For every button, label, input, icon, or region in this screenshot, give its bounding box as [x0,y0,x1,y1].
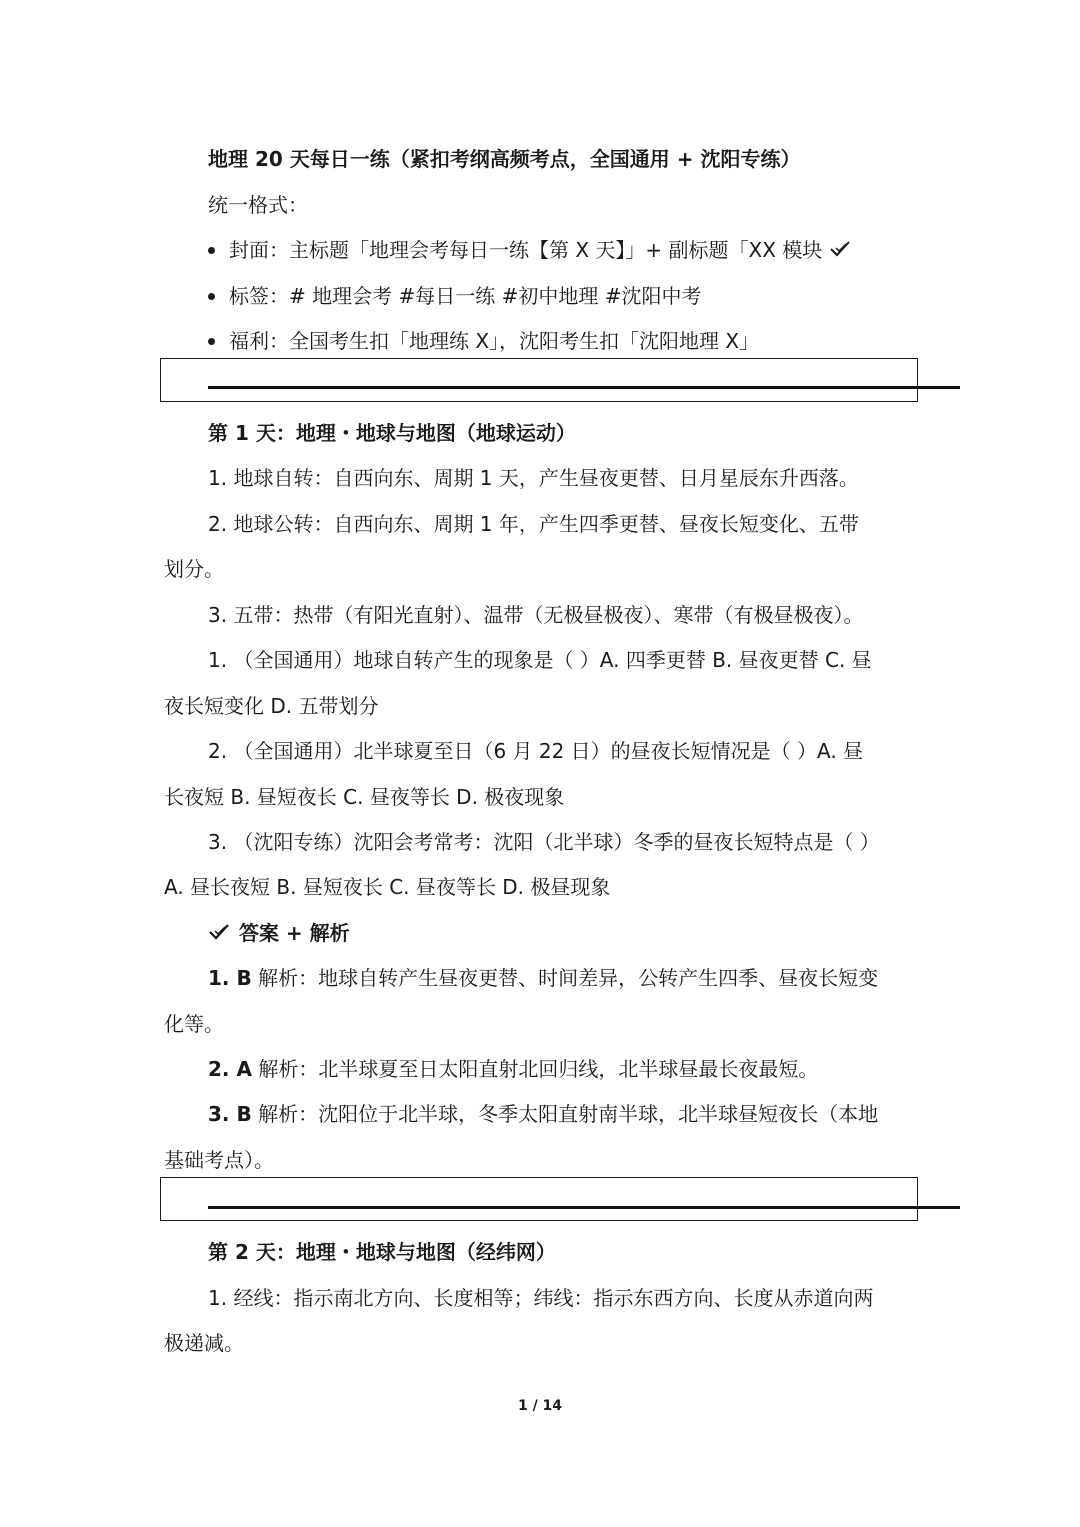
document-title: 地理 20 天每日一练（紧扣考纲高频考点，全国通用 + 沈阳专练） [208,147,801,171]
answer-key: 3. B [208,1102,252,1126]
day1-point: 3. 五带：热带（有阳光直射）、温带（无极昼极夜）、寒带（有极昼极夜）。 [208,603,864,627]
answer-text: 基础考点）。 [164,1148,274,1172]
day1-question: 长夜短 B. 昼短夜长 C. 昼夜等长 D. 极夜现象 [164,785,565,809]
answer-text: 解析：沈阳位于北半球，冬季太阳直射南半球，北半球昼短夜长（本地 [251,1102,879,1126]
bullet-cover [208,235,928,267]
divider-rule [208,1206,960,1209]
answer-line [164,1145,884,1175]
day1-heading: 第 1 天：地理・地球与地图（地球运动） [208,421,576,445]
day1-question: 2. （全国通用）北半球夏至日（6 月 22 日）的昼夜长短情况是（ ）A. 昼 [208,739,864,763]
day2-heading: 第 2 天：地理・地球与地图（经纬网） [208,1240,556,1264]
day1-question: 夜长短变化 D. 五带划分 [164,694,379,718]
day1-point: 1. 地球自转：自西向东、周期 1 天，产生昼夜更替、日月星辰东升西落。 [208,466,859,490]
bullet-text: 封面：主标题「地理会考每日一练【第 X 天】」+ 副标题「XX 模块 [229,238,823,262]
bullet-bonus [208,326,928,356]
page-number: 1 / 14 [517,1398,563,1414]
bullet-dot [208,338,215,345]
day2-point: 1. 经线：指示南北方向、长度相等；纬线：指示东西方向、长度从赤道向两 [208,1286,874,1310]
bullet-tags [208,281,928,311]
divider-box [160,1177,918,1221]
day1-question: A. 昼长夜短 B. 昼短夜长 C. 昼夜等长 D. 极昼现象 [164,875,611,899]
bullet-text: 标签：# 地理会考 #每日一练 #初中地理 #沈阳中考 [229,284,702,308]
bullet-dot [208,293,215,300]
check-icon [829,237,851,267]
answer-text: 解析：北半球夏至日太阳直射北回归线，北半球昼最长夜最短。 [251,1057,819,1081]
answer-text: 解析：地球自转产生昼夜更替、时间差异，公转产生四季、昼夜长短变 [251,966,879,990]
answer-line [208,1054,928,1084]
check-icon [208,920,232,950]
bullet-text: 福利：全国考生扣「地理练 X」，沈阳考生扣「沈阳地理 X」 [229,329,760,353]
answer-heading-text: 答案 + 解析 [238,921,350,945]
day1-point: 划分。 [164,557,224,581]
format-label: 统一格式： [208,193,308,217]
answer-heading [208,918,928,950]
answer-key: 1. B [208,966,252,990]
answer-key: 2. A [208,1057,252,1081]
day2-point: 极递减。 [164,1331,244,1355]
day1-point: 2. 地球公转：自西向东、周期 1 年，产生四季更替、昼夜长短变化、五带 [208,512,859,536]
day1-question: 1. （全国通用）地球自转产生的现象是（ ）A. 四季更替 B. 昼夜更替 C. 昼 [208,648,872,672]
divider-rule [208,386,960,389]
answer-line [208,1099,928,1129]
divider-box [160,358,918,402]
answer-line [164,1009,884,1039]
bullet-dot [208,247,215,254]
answer-text: 化等。 [164,1012,224,1036]
answer-line [208,963,928,993]
day1-question: 3. （沈阳专练）沈阳会考常考：沈阳（北半球）冬季的昼夜长短特点是（ ） [208,830,880,854]
